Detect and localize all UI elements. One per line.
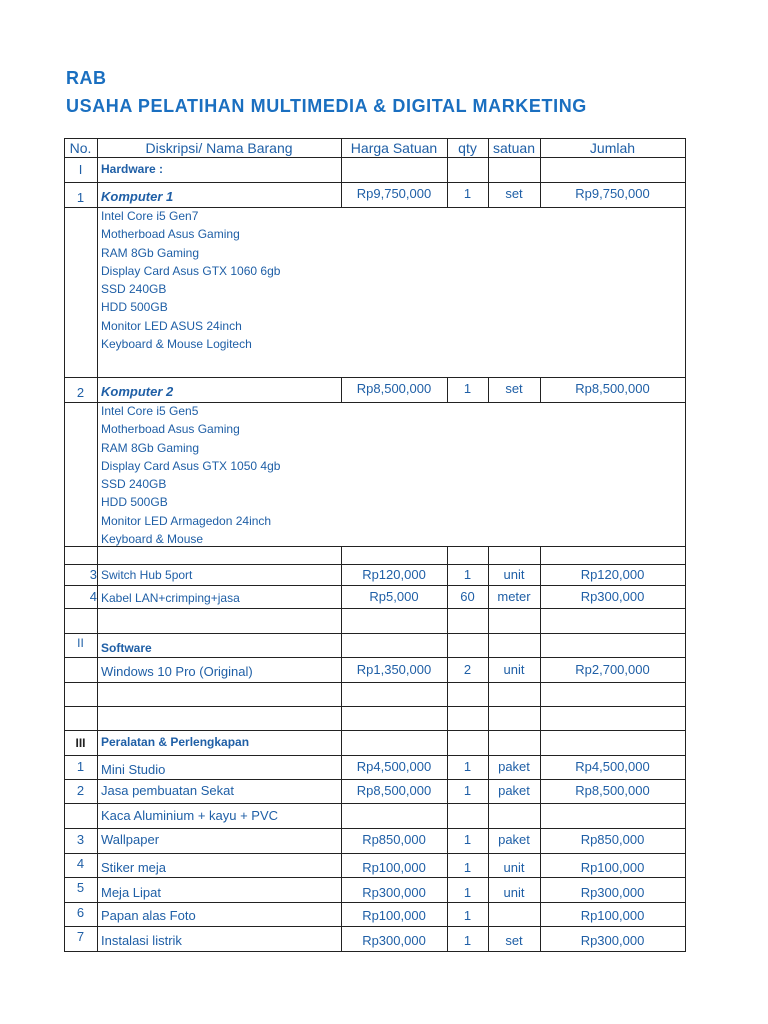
total: Rp4,500,000 [575,759,650,774]
grid-line [64,608,686,609]
item-name: Kabel LAN+crimping+jasa [101,591,240,605]
qty: 1 [463,933,472,948]
unit: unit [503,567,525,582]
unit: set [505,186,523,201]
total: Rp8,500,000 [575,381,650,396]
qty: 1 [463,186,472,201]
grid-line [64,779,686,780]
grid-line [97,138,98,952]
grid-line [64,706,686,707]
grid-line [64,157,686,158]
row-number: 4 [89,589,97,604]
total: Rp300,000 [580,933,645,948]
spec-item: Motherboad Asus Gaming [101,227,240,242]
section-number: I [78,162,83,177]
spec-item: Display Card Asus GTX 1060 6gb [101,263,281,278]
grid-line [64,755,686,756]
spec-item: Intel Core i5 Gen7 [101,209,199,223]
item-name: Komputer 2 [101,384,174,399]
qty: 1 [463,908,472,923]
total: Rp120,000 [580,567,645,582]
row-number: 1 [76,759,85,774]
unit-price: Rp8,500,000 [356,783,432,798]
grid-line [685,138,686,952]
row-number: 1 [76,190,85,205]
unit: paket [498,759,530,774]
spec-list [101,402,280,548]
total: Rp300,000 [580,589,645,604]
item-name: Komputer 1 [101,189,174,204]
row-number: 2 [76,783,85,798]
unit-price: Rp120,000 [362,567,426,582]
grid-line [64,377,686,378]
qty: 1 [463,783,472,798]
unit: unit [503,662,525,677]
qty: 1 [463,832,472,847]
row-number: 6 [76,905,85,920]
spec-item: Keyboard & Mouse [101,532,204,547]
qty: 2 [463,662,472,677]
unit-price: Rp850,000 [362,832,426,847]
grid-line [64,853,686,854]
header-total: Jumlah [589,140,636,156]
item-name: Stiker meja [101,860,167,875]
section-label: Hardware : [101,162,164,176]
document-title: RAB [66,68,107,88]
grid-line [64,682,686,683]
unit: unit [503,885,525,900]
section-number: III [75,736,86,750]
unit-price: Rp100,000 [362,860,426,875]
unit-price: Rp5,000 [369,589,419,604]
section-label: Software [101,641,152,655]
section-label: Peralatan & Perlengkapan [101,735,250,749]
grid-line [64,138,686,139]
row-number: 2 [76,385,85,400]
spec-item: Intel Core i5 Gen5 [101,404,199,418]
unit-price: Rp9,750,000 [356,186,432,201]
spec-item: SSD 240GB [101,282,167,297]
total: Rp100,000 [580,908,645,923]
document-subtitle: USAHA PELATIHAN MULTIMEDIA & DIGITAL MARKETING [66,96,587,116]
spec-item: Keyboard & Mouse Logitech [101,337,252,352]
qty: 1 [463,860,472,875]
row-number: 5 [76,880,85,895]
spec-item: SSD 240GB [101,477,167,492]
total: Rp300,000 [580,885,645,900]
total: Rp850,000 [580,832,645,847]
row-number: 4 [76,856,85,871]
header-qty: qty [458,140,477,156]
row-number: 3 [76,832,85,847]
grid-line [64,564,686,565]
grid-line [64,633,686,634]
grid-line [64,182,686,183]
total: Rp2,700,000 [575,662,650,677]
qty: 1 [463,759,472,774]
item-name: Windows 10 Pro (Original) [101,664,253,679]
grid-line [64,585,686,586]
header-unit: satuan [492,140,536,156]
spec-item: HDD 500GB [101,495,168,510]
spec-item: Monitor LED Armagedon 24inch [101,513,272,528]
spec-item: RAM 8Gb Gaming [101,245,200,260]
unit: set [505,933,523,948]
grid-line [64,951,686,952]
header-unit-price: Harga Satuan [350,140,438,156]
total: Rp8,500,000 [575,783,650,798]
unit: unit [503,860,525,875]
grid-line [64,902,686,903]
item-name: Jasa pembuatan Sekat [101,783,234,798]
section-number: II [77,636,84,650]
grid-line [64,926,686,927]
grid-line [64,828,686,829]
spec-list [101,207,280,353]
unit: meter [497,589,531,604]
qty: 1 [463,567,472,582]
unit-price: Rp1,350,000 [356,662,432,677]
item-name: Instalasi listrik [101,933,182,948]
unit-price: Rp100,000 [362,908,426,923]
grid-line [64,803,686,804]
item-name: Papan alas Foto [101,908,196,923]
unit-price: Rp300,000 [362,885,426,900]
item-name: Switch Hub 5port [101,568,193,582]
spec-item: Monitor LED ASUS 24inch [101,318,242,333]
spec-item: HDD 500GB [101,300,168,315]
unit-price: Rp4,500,000 [356,759,432,774]
unit-price: Rp8,500,000 [356,381,432,396]
unit-price: Rp300,000 [362,933,426,948]
total: Rp9,750,000 [575,186,650,201]
spec-item: RAM 8Gb Gaming [101,440,200,455]
row-number: 7 [76,929,85,944]
item-name: Mini Studio [101,762,166,777]
row-number: 3 [89,567,97,582]
spec-item: Display Card Asus GTX 1050 4gb [101,458,281,473]
unit: paket [498,783,530,798]
unit: set [505,381,523,396]
grid-line [64,657,686,658]
qty: 60 [460,589,475,604]
header-description: Diskripsi/ Nama Barang [145,140,293,156]
header-no: No. [69,140,92,156]
grid-line [64,138,65,952]
item-name: Wallpaper [101,832,160,847]
item-name: Meja Lipat [101,885,161,900]
total: Rp100,000 [580,860,645,875]
item-name: Kaca Aluminium + kayu + PVC [101,808,279,823]
spec-item: Motherboad Asus Gaming [101,422,240,437]
grid-line [64,877,686,878]
grid-line [64,730,686,731]
qty: 1 [463,885,472,900]
qty: 1 [463,381,472,396]
unit: paket [498,832,530,847]
